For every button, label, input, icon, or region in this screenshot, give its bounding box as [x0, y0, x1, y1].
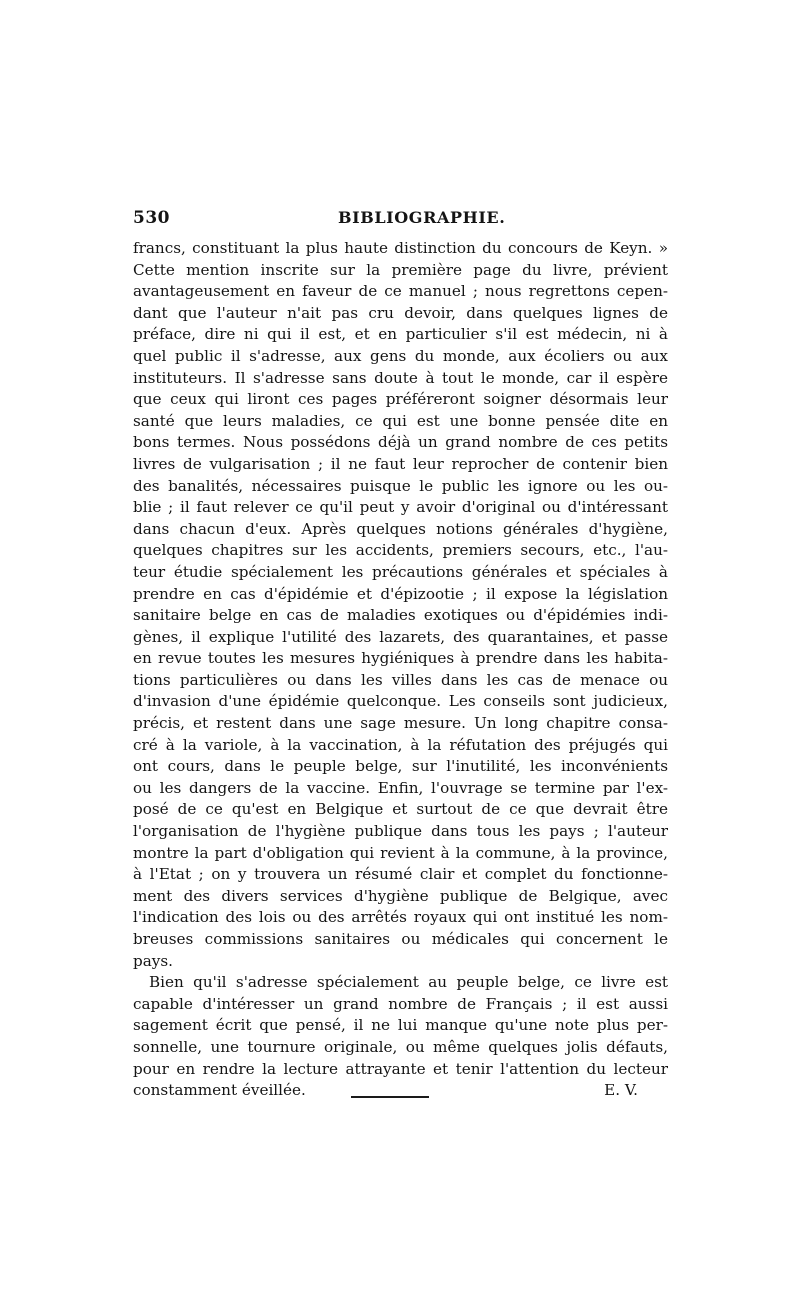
text-line: sagement écrit que pensé, il ne lui manque qu'une note plus per-: [133, 1016, 668, 1035]
text-line: d'invasion d'une épidémie quelconque. Les conseils sont judicieux,: [133, 692, 668, 711]
text-line: posé de ce qu'est en Belgique et surtout de ce que devrait être: [133, 800, 668, 819]
text-line: breuses commissions sanitaires ou médicales qui concernent le: [133, 930, 668, 948]
text-line: dant que l'auteur n'ait pas cru devoir, dans quelques lignes de: [133, 303, 668, 322]
text-line: quelques chapitres sur les accidents, premiers secours, etc., l'au-: [133, 541, 668, 560]
text-line: teur étudie spécialement les précautions générales et spéciales à: [133, 562, 668, 581]
text-line: préface, dire ni qui il est, et en particulier s'il est médecin, ni à: [133, 325, 668, 344]
text-line: Bien qu'il s'adresse spécialement au peuple belge, ce livre est: [149, 973, 668, 992]
text-line: sanitaire belge en cas de maladies exotiques ou d'épidémies indi-: [133, 606, 668, 625]
page-number: 530: [133, 208, 170, 228]
text-line: ment des divers services d'hygiène publique de Belgique, avec: [133, 886, 668, 905]
review-text: [133, 238, 668, 1102]
text-line: des banalités, nécessaires puisque le public les ignore ou les ou-: [133, 476, 668, 495]
text-line: à l'Etat ; on y trouvera un résumé clair et complet du fonctionne-: [133, 865, 668, 884]
text-line: quel public il s'adresse, aux gens du monde, aux écoliers ou aux: [133, 346, 668, 365]
running-head: BIBLIOGRAPHIE.: [338, 208, 506, 227]
text-line: capable d'intéresser un grand nombre de Français ; il est aussi: [133, 994, 668, 1013]
text-line: blie ; il faut relever ce qu'il peut y avoir d'original ou d'intéressant: [133, 498, 668, 517]
text-line: montre la part d'obligation qui revient à la commune, à la province,: [133, 843, 668, 862]
text-line: précis, et restent dans une sage mesure. Un long chapitre consa-: [133, 714, 668, 733]
paragraph-1: [133, 238, 668, 972]
paragraph-2: [133, 972, 668, 1102]
text-line: bons termes. Nous possédons déjà un grand nombre de ces petits: [133, 433, 668, 452]
text-line: cré à la variole, à la vaccination, à la réfutation des préjugés qui: [133, 735, 668, 754]
text-line: instituteurs. Il s'adresse sans doute à tout le monde, car il espère: [133, 368, 668, 387]
end-rule: [351, 1096, 429, 1098]
text-line: tions particulières ou dans les villes dans les cas de menace ou: [133, 670, 668, 689]
text-line: pour en rendre la lecture attrayante et tenir l'attention du lecteur: [133, 1059, 668, 1078]
closing-line: [133, 1080, 668, 1102]
text-line: livres de vulgarisation ; il ne faut leur reprocher de contenir bien: [133, 454, 668, 473]
text-line: l'organisation de l'hygiène publique dans tous les pays ; l'auteur: [133, 822, 668, 841]
text-line: pays.: [133, 951, 173, 970]
closing-text: constamment éveillée.: [133, 1081, 306, 1100]
text-line: avantageusement en faveur de ce manuel ; nous regrettons cepen-: [133, 282, 668, 301]
text-line: francs, constituant la plus haute distinction du concours de Keyn. »: [133, 239, 668, 257]
text-line: sonnelle, une tournure originale, ou même quelques jolis défauts,: [133, 1037, 668, 1056]
page-header: [133, 208, 668, 234]
text-line: l'indication des lois ou des arrêtés royaux qui ont institué les nom-: [133, 908, 668, 927]
text-line: ont cours, dans le peuple belge, sur l'inutilité, les inconvénients: [133, 757, 668, 776]
author-signature: E. V.: [604, 1081, 638, 1100]
text-line: que ceux qui liront ces pages préféreront soigner désormais leur: [133, 390, 668, 409]
text-line: gènes, il explique l'utilité des lazarets, des quarantaines, et passe: [133, 627, 668, 646]
text-line: prendre en cas d'épidémie et d'épizootie ; il expose la législation: [133, 584, 668, 603]
text-line: santé que leurs maladies, ce qui est une bonne pensée dite en: [133, 411, 668, 430]
text-line: dans chacun d'eux. Après quelques notions générales d'hygiène,: [133, 519, 668, 538]
text-line: ou les dangers de la vaccine. Enfin, l'ouvrage se termine par l'ex-: [133, 778, 668, 797]
text-line: en revue toutes les mesures hygiéniques à prendre dans les habita-: [133, 649, 668, 668]
text-line: Cette mention inscrite sur la première page du livre, prévient: [133, 260, 668, 279]
